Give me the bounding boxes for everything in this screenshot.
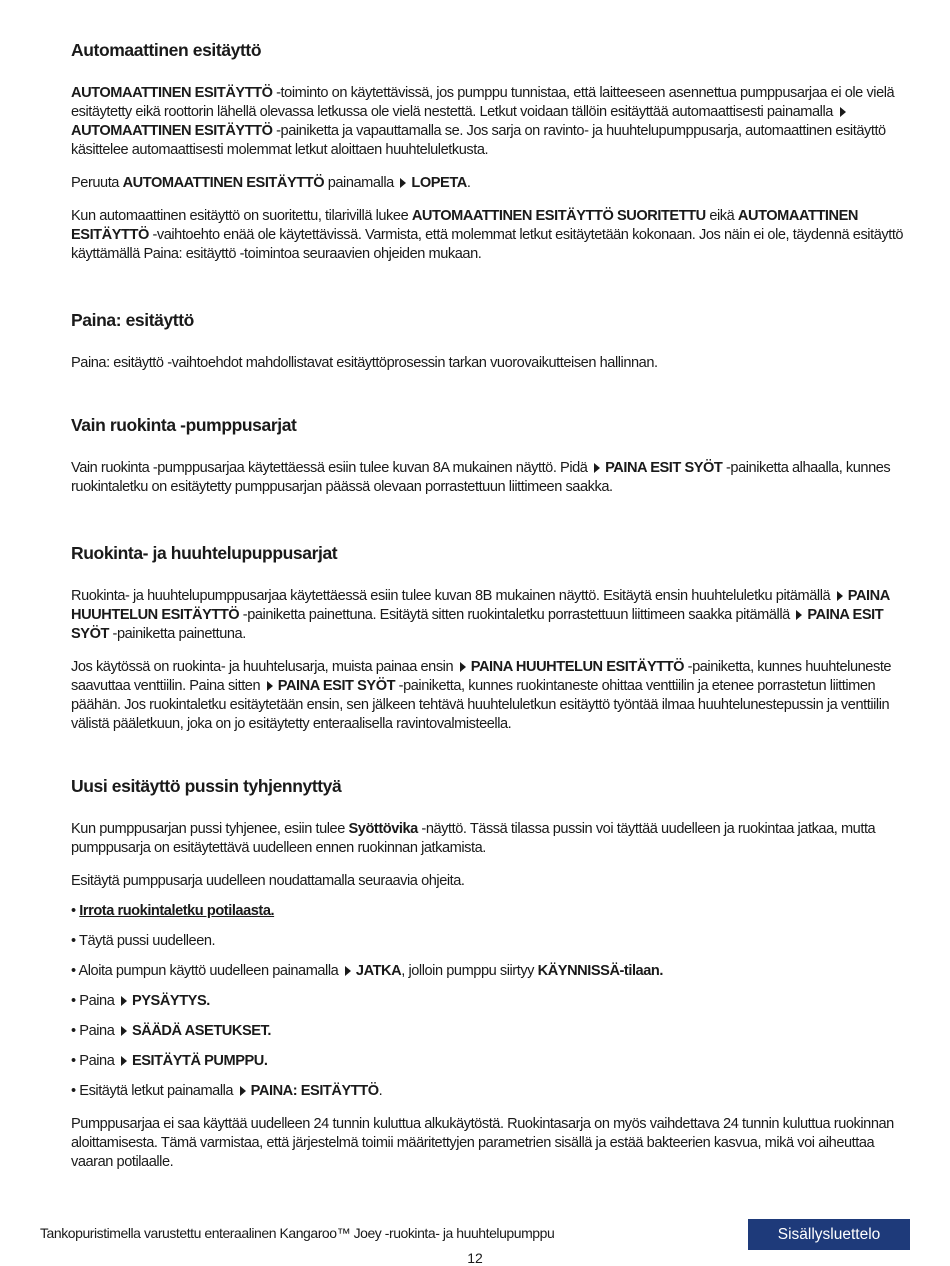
list-item: • Irrota ruokintaletku potilaasta. — [71, 903, 275, 919]
paragraph: AUTOMAATTINEN ESITÄYTTÖ -toiminto on käytettävissä, jos pumppu tunnistaa, että laitteeseen asennettua pumppusarjaa ei ole vielä esitäytetty eikä roottorin lähellä olevassa letkussa ole vielä nestettä. Letkut voidaan tällöin esitäyttää automaattisesti painamalla AUTOMAATTINEN ESITÄYTTÖ -painiketta ja vapauttamalla se. Jos sarja on ravinto- ja huuhtelupumppusarja, automaattinen esitäyttö käsittelee automaattisesti molemmat letkut aloittaen huuhteluletkusta. — [71, 85, 895, 158]
paragraph: Vain ruokinta -pumppusarjaa käytettäessä esiin tulee kuvan 8A mukainen näyttö. Pidä PAINA ESIT SYÖT -painiketta alhaalla, kunnes ruokintaletku on esitäytetty pumppusarjan päässä olevaan porrastettuun liittimeen saakka. — [71, 460, 891, 495]
section-heading-reprime: Uusi esitäyttö pussin tyhjennyttyä — [71, 776, 342, 796]
list-item: • Paina ESITÄYTÄ PUMPPU. — [71, 1053, 268, 1069]
triangle-right-icon — [837, 591, 843, 601]
footer-title: Tankopuristimella varustettu enteraalinen Kangaroo™ Joey -ruokinta- ja huuhtelupumppu — [40, 1225, 555, 1241]
section-heading-manual-prime: Paina: esitäyttö — [71, 310, 194, 330]
table-of-contents-button[interactable]: Sisällysluettelo — [748, 1219, 910, 1250]
list-item: • Paina PYSÄYTYS. — [71, 993, 210, 1009]
triangle-right-icon — [840, 107, 846, 117]
section-heading-feed-only-sets: Vain ruokinta -pumppusarjat — [71, 415, 297, 435]
triangle-right-icon — [267, 681, 273, 691]
section-heading-auto-prime: Automaattinen esitäyttö — [71, 40, 262, 60]
paragraph: Pumppusarjaa ei saa käyttää uudelleen 24 tunnin kuluttua alkukäytöstä. Ruokintasarja on myös vaihdettava 24 tunnin kuluttua ruokinnan aloittamisesta. Tämä varmistaa, että järjestelmä toimii määritettyjen parametrien sisällä ja estää bakteerien kasvua, mikä voi aiheuttaa vaaran potilaalle. — [71, 1116, 894, 1170]
list-item: • Esitäytä letkut painamalla PAINA: ESITÄYTTÖ. — [71, 1083, 383, 1099]
section-heading-feed-flush-sets: Ruokinta- ja huuhtelupuppusarjat — [71, 543, 338, 563]
paragraph: Ruokinta- ja huuhtelupumppusarjaa käytettäessä esiin tulee kuvan 8B mukainen näyttö. Esitäytä ensin huuhteluletku pitämällä PAINA HUUHTELUN ESITÄYTTÖ -painiketta painettuna. Esitäytä sitten ruokintaletku porrastettuun liittimeen saakka pitämällä PAINA ESIT SYÖT -painiketta painettuna. — [71, 588, 890, 642]
list-item: • Paina SÄÄDÄ ASETUKSET. — [71, 1023, 271, 1039]
triangle-right-icon — [121, 1026, 127, 1036]
triangle-right-icon — [460, 662, 466, 672]
list-item: • Aloita pumpun käyttö uudelleen painamalla JATKA, jolloin pumppu siirtyy KÄYNNISSÄ-tilaan. — [71, 963, 663, 979]
triangle-right-icon — [121, 996, 127, 1006]
paragraph: Paina: esitäyttö -vaihtoehdot mahdollistavat esitäyttöprosessin tarkan vuorovaikutteisen hallinnan. — [71, 355, 658, 371]
document-body — [71, 38, 911, 1172]
triangle-right-icon — [345, 966, 351, 976]
triangle-right-icon — [240, 1086, 246, 1096]
paragraph: Peruuta AUTOMAATTINEN ESITÄYTTÖ painamalla LOPETA. — [71, 175, 471, 191]
list-item: • Täytä pussi uudelleen. — [71, 933, 216, 949]
triangle-right-icon — [796, 610, 802, 620]
paragraph: Jos käytössä on ruokinta- ja huuhtelusarja, muista painaa ensin PAINA HUUHTELUN ESITÄYTTÖ -painiketta, kunnes huuhteluneste saavuttaa venttiilin. Paina sitten PAINA ESIT SYÖT -painiketta, kunnes ruokintaneste ohittaa venttiilin ja etenee porrastetun liittimen päähän. Jos ruokintaletku esitäytetään ensin, sen jälkeen tehtävä huuhteluletkun esitäyttö työntää ilmaa huuhtelunestepussin ja venttiilin välistä pääletkuun, joka on jo esitäytetty enteraalisella ravintovalmisteella. — [71, 659, 892, 732]
paragraph: Kun automaattinen esitäyttö on suoritettu, tilarivillä lukee AUTOMAATTINEN ESITÄYTTÖ SUORITETTU eikä AUTOMAATTINEN ESITÄYTTÖ -vaihtoehto enää ole käytettävissä. Varmista, että molemmat letkut esitäytetään kokonaan. Jos näin ei ole, täydennä esitäyttö käyttämällä Paina: esitäyttö -toimintoa seuraavien ohjeiden mukaan. — [71, 208, 904, 262]
triangle-right-icon — [594, 463, 600, 473]
triangle-right-icon — [400, 178, 406, 188]
paragraph: Kun pumppusarjan pussi tyhjenee, esiin tulee Syöttövika -näyttö. Tässä tilassa pussin voi täyttää uudelleen ja ruokintaa jatkaa, mutta pumppusarja on esitäytettävä uudelleen ennen ruokinnan jatkamista. — [71, 821, 876, 856]
triangle-right-icon — [121, 1056, 127, 1066]
paragraph: Esitäytä pumppusarja uudelleen noudattamalla seuraavia ohjeita. — [71, 873, 465, 889]
page-number: 12 — [467, 1250, 483, 1266]
